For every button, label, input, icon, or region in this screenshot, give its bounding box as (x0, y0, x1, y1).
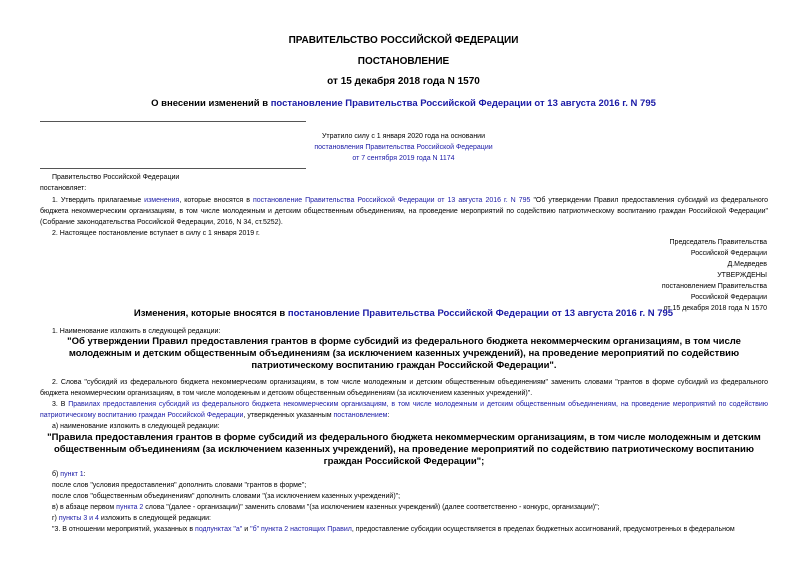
approved-country: Российской Федерации (690, 294, 767, 301)
approved-by: постановлением Правительства (661, 283, 767, 290)
document-date-number: от 15 декабря 2018 года N 1570 (327, 76, 480, 87)
paragraph-2: 2. Настоящее постановление вступает в силу с 1 января 2019 г. (52, 230, 260, 237)
changes-title-link[interactable]: постановление Правительства Российской Федерации от 13 августа 2016 г. N 795 (287, 308, 674, 319)
change-3g: г) пункты 3 и 4 изложить в следующей редакции: (52, 515, 211, 522)
document-type: ПОСТАНОВЛЕНИЕ (357, 56, 450, 67)
decree-795-link[interactable]: постановление Правительства Российской Федерации от 13 августа 2016 г. N 795 (252, 197, 531, 204)
change-3: 3. В Правилах предоставления субсидий из федерального бюджета некоммерческим организациям, в том числе молодежным и детским общественным объединениям, на проведение мероприятий по содействию патриотическому воспитанию граждан Российской Федерации, утвержденных указанным постановлением: (40, 401, 768, 419)
validity-note-link2[interactable]: от 7 сентября 2019 года N 1174 (352, 155, 455, 162)
change-3a-new-title: "Правила предоставления грантов в форме субсидий из федерального бюджета некоммерческим организациям, в том числе молодежным и детским общественным объединениям (за исключением казенных учреждений), на проведение мероприятий по содействию патриотическому воспитанию граждан Российской Федерации"; (47, 432, 761, 467)
change-3g-text: "3. В отношении мероприятий, указанных в подпунктах "а" и "б" пункта 2 настоящих Правил, предоставление субсидии осуществляется в пределах бюджетных ассигнований, предусмотренных в федеральном (52, 526, 735, 533)
validity-note-link1[interactable]: постановления Правительства Российской Федерации (314, 144, 493, 151)
change-3a: а) наименование изложить в следующей редакции: (52, 423, 220, 430)
change-3b-item1: после слов "условия предоставления" дополнить словами "грантов в форме"; (52, 482, 307, 489)
signature-country: Российской Федерации (690, 250, 767, 257)
title-prefix: О внесении изменений в (151, 98, 271, 109)
points-3-4-link[interactable]: пункты 3 и 4 (58, 515, 99, 522)
validity-note-line1: Утратило силу с 1 января 2020 года на основании (321, 133, 486, 140)
rules-link[interactable]: Правилах предоставления субсидий из федерального бюджета некоммерческим организациям, в том числе молодежным и детским общественным объединениям, на проведение мероприятий по содействию патриотическому воспитанию граждан Российской Федерации (40, 401, 768, 419)
issuer-heading: ПРАВИТЕЛЬСТВО РОССИЙСКОЙ ФЕДЕРАЦИИ (288, 35, 519, 46)
change-2: 2. Слова "субсидий из федерального бюджета некоммерческим организациям, в том числе молодежным и детским общественным объединениям" заменить словами "грантов в форме субсидий из федерального бюджета некоммерческим организациям, в том числе молодежным и детским общественным объединениям (за исключением казенных учреждений)". (40, 379, 768, 397)
approved-date: от 15 декабря 2018 года N 1570 (663, 305, 767, 312)
document-title (0, 98, 807, 109)
signature-position: Председатель Правительства (669, 239, 767, 246)
changes-link[interactable]: изменения (144, 197, 180, 204)
subpoint-a-link[interactable]: подпунктах "а" (195, 526, 243, 533)
change-3b-item2: после слов "общественным объединениям" дополнить словами "(за исключением казенных учреждений)"; (52, 493, 401, 500)
signature-name: Д.Медведев (727, 261, 767, 268)
change-3v: в) в абзаце первом пункта 2 слова "(далее - организации)" заменить словами "(за исключением казенных учреждений) (далее соответственно - конкурс, организации)"; (52, 504, 600, 511)
approved-label: УТВЕРЖДЕНЫ (717, 272, 767, 279)
intro-line1: Правительство Российской Федерации (52, 174, 180, 181)
divider-top (40, 121, 306, 122)
subpoint-b-link[interactable]: "б" пункта 2 настоящих Правил (250, 526, 352, 533)
change-3b: б) пункт 1: (52, 471, 86, 478)
change-1-new-title: "Об утверждении Правил предоставления грантов в форме субсидий из федерального бюджета некоммерческим организациям, в том числе молодежным и детским общественным объединениям (за исключением казенных учреждений), на проведение мероприятий по содействию патриотическому воспитанию граждан Российской Федерации". (67, 336, 741, 371)
point-1-link[interactable]: пункт 1 (60, 471, 84, 478)
changes-title: Изменения, которые вносятся в постановление Правительства Российской Федерации от 13 августа 2016 г. N 795 (133, 308, 674, 319)
change-1: 1. Наименование изложить в следующей редакции: (52, 328, 221, 335)
intro-line2: постановляет: (40, 185, 87, 192)
point-2-link[interactable]: пункта 2 (116, 504, 144, 511)
paragraph-1: 1. Утвердить прилагаемые изменения, которые вносятся в постановление Правительства Российской Федерации от 13 августа 2016 г. N 795 "Об утверждении Правил предоставления субсидий из федерального бюджета некоммерческим организациям, в том числе молодежным и детским общественным объединениям, на проведение мероприятий по содействию патриотическому воспитанию граждан Российской Федерации" (Собрание законодательства Российской Федерации, 2016, N 34, ст.5252). (40, 197, 768, 226)
decree-link[interactable]: постановлением (333, 412, 388, 419)
title-link[interactable]: постановление Правительства Российской Федерации от 13 августа 2016 г. N 795 (270, 98, 656, 109)
divider-bottom (40, 168, 306, 169)
